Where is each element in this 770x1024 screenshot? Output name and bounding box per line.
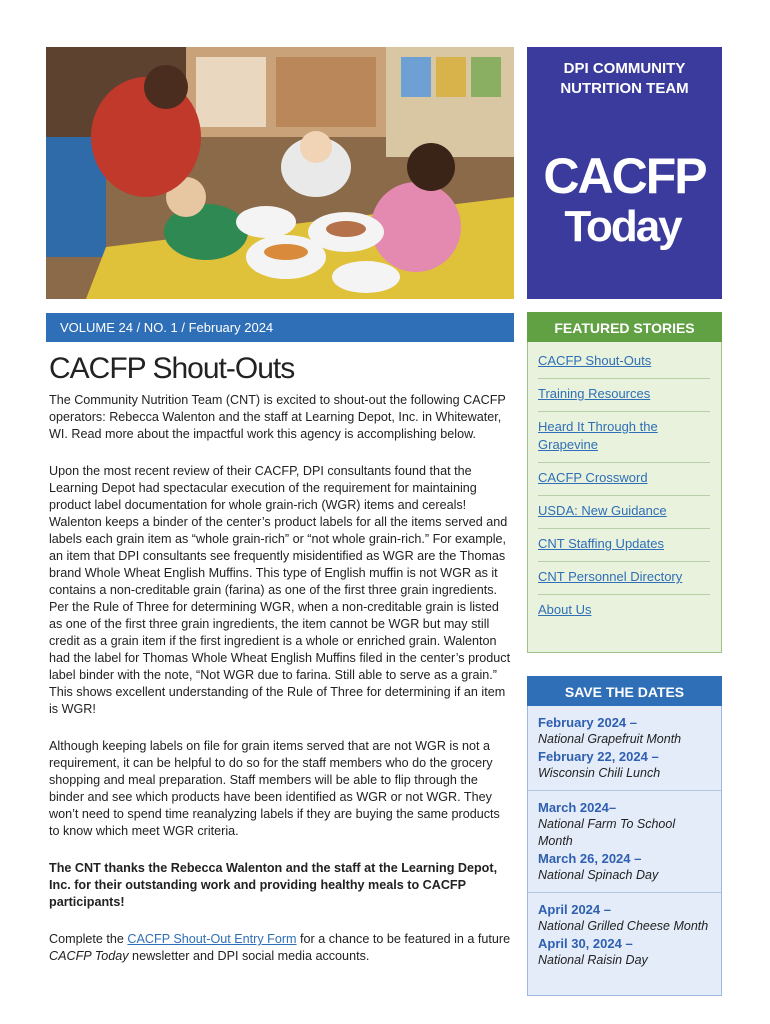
featured-item — [538, 379, 710, 412]
event-date: March 26, 2024 – — [538, 851, 642, 866]
featured-link-training-resources[interactable]: Training Resources — [538, 386, 651, 401]
event-name: National Farm To School Month — [538, 817, 676, 848]
event-name: National Spinach Day — [538, 868, 659, 882]
featured-link-about-us[interactable]: About Us — [538, 602, 592, 617]
featured-link-crossword[interactable]: CACFP Crossword — [538, 470, 648, 485]
article-closing — [49, 931, 511, 965]
event-date: February 2024 – — [538, 715, 638, 730]
article — [49, 350, 511, 985]
featured-item — [538, 562, 710, 595]
featured-link-shout-outs[interactable]: CACFP Shout-Outs — [538, 353, 652, 368]
event-name: National Grapefruit Month — [538, 732, 682, 746]
dates-group-march — [528, 791, 721, 893]
event-name: National Raisin Day — [538, 953, 648, 967]
article-intro: The Community Nutrition Team (CNT) is excited to shout-out the following CACFP operators: Rebecca Walenton and the staff at Learning Depot, Inc. in Whitewater, WI. Read more about the impactful work this agency is accomplishing below. — [49, 393, 506, 441]
volume-bar: VOLUME 24 / NO. 1 / February 2024 — [46, 313, 514, 342]
event-date: March 2024– — [538, 800, 617, 815]
event-date: April 30, 2024 – — [538, 936, 633, 951]
featured-item — [538, 463, 710, 496]
featured-link-staffing-updates[interactable]: CNT Staffing Updates — [538, 536, 664, 551]
closing-text-post: newsletter and DPI social media accounts. — [128, 949, 370, 963]
event-name: Wisconsin Chili Lunch — [538, 766, 661, 780]
closing-text-mid: for a chance to be featured in a future — [296, 932, 511, 946]
save-the-dates-heading: SAVE THE DATES — [527, 676, 722, 706]
featured-stories-list — [528, 342, 721, 627]
closing-text-pre: Complete the — [49, 932, 128, 946]
featured-item — [538, 496, 710, 529]
featured-item — [538, 412, 710, 463]
article-paragraph-2: Although keeping labels on file for grain items served that are not WGR is not a requirement, it can be helpful to do so for the staff members who do the grocery shopping and meal preparation. Staff members will be able to flip through the binder and see which products have been identified as WGR or not WGR. They won’t need to spend time reanalyzing labels if they are buying the same products to know which meet WGR criteria. — [49, 739, 500, 838]
featured-stories-panel — [527, 312, 722, 653]
closing-newsletter-name: CACFP Today — [49, 949, 129, 963]
featured-link-usda-guidance[interactable]: USDA: New Guidance — [538, 503, 667, 518]
save-the-dates-panel — [527, 676, 722, 996]
dates-group-april — [528, 893, 721, 977]
shout-out-form-link[interactable]: CACFP Shout-Out Entry Form — [127, 932, 297, 946]
dates-group-february — [528, 706, 721, 791]
classroom-photo — [46, 47, 514, 299]
masthead — [527, 47, 722, 299]
newsletter-title-line2: Today — [564, 202, 681, 251]
featured-item — [538, 529, 710, 562]
event-date: April 2024 – — [538, 902, 611, 917]
featured-item — [538, 346, 710, 379]
article-title: CACFP Shout-Outs — [49, 352, 295, 385]
featured-item — [538, 595, 710, 627]
featured-stories-heading: FEATURED STORIES — [527, 312, 722, 342]
event-name: National Grilled Cheese Month — [538, 919, 709, 933]
newsletter-title-line1: CACFP — [543, 148, 706, 204]
event-date: February 22, 2024 – — [538, 749, 659, 764]
featured-link-grapevine[interactable]: Heard It Through the Grapevine — [538, 419, 658, 452]
featured-link-personnel-directory[interactable]: CNT Personnel Directory — [538, 569, 683, 584]
article-thanks: The CNT thanks the Rebecca Walenton and the staff at the Learning Depot, Inc. for their outstanding work and providing healthy meals to CACFP participants! — [49, 861, 498, 909]
team-name: DPI COMMUNITY NUTRITION TEAM — [560, 60, 689, 97]
article-paragraph-1: Upon the most recent review of their CACFP, DPI consultants found that the Learning Depot had spectacular execution of the requirement for maintaining product label documentation for whole grain-rich (WGR) items and cereals! Walenton keeps a binder of the center’s product labels for all the items served and labels each grain item as “whole grain-rich” or “not whole grain-rich.” For example, an item that DPI consultants see frequently misidentified as WGR are the Thomas brand Whole Wheat English Muffins. This type of English muffin is not WGR as it contains a non-creditable grain (farina) as one of the first three grain ingredients. Per the Rule of Three for determining WGR, when a non-creditable grain is listed as one of the first three grain ingredients, the item cannot be WGR but may still credit as a grain item if the first ingredient is a whole or enriched grain. Walenton had the label for Thomas Whole Wheat English Muffins filed in the center’s product label binder with the note, “Not WGR due to farina. Still able to serve as a grain.” This shows excellent understanding of the Rule of Three for determining if an item is WGR! — [49, 464, 511, 716]
